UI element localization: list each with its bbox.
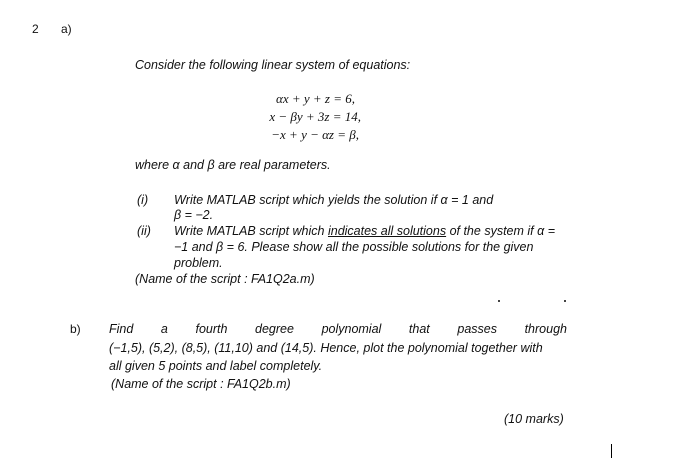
part-b-line3: all given 5 points and label completely. xyxy=(109,359,323,373)
item-ii-underlined: indicates all solutions xyxy=(327,224,447,238)
marks: (10 marks) xyxy=(504,412,564,426)
script-name-b: (Name of the script : FA1Q2b.m) xyxy=(111,377,291,391)
part-a-label: a) xyxy=(61,22,72,36)
equation-3: −x + y − αz = β, xyxy=(271,127,359,142)
part-b-word: degree xyxy=(255,322,294,336)
part-b-line2: (−1,5), (5,2), (8,5), (11,10) and (14,5). Hence, plot the polynomial together with xyxy=(109,341,543,355)
item-ii-line1-pre: Write MATLAB script which xyxy=(174,224,328,238)
item-ii-line1-post: of the system if α = xyxy=(446,224,555,238)
question-number: 2 xyxy=(32,22,39,36)
item-ii-line1 xyxy=(174,224,555,238)
params-note: where α and β are real parameters. xyxy=(135,158,331,172)
equation-1: αx + y + z = 6, xyxy=(276,91,355,106)
stray-dot xyxy=(564,300,566,302)
part-b-word: Find xyxy=(109,322,134,336)
part-b-label: b) xyxy=(70,322,81,336)
item-ii-line3: problem. xyxy=(174,256,223,270)
item-i-line1: Write MATLAB script which yields the solution if α = 1 and xyxy=(174,193,494,207)
part-b-word: through xyxy=(524,322,567,336)
part-b-word: a xyxy=(160,322,168,336)
part-a-intro: Consider the following linear system of equations: xyxy=(135,58,411,72)
text-cursor xyxy=(611,444,612,458)
part-b-word: fourth xyxy=(195,322,228,336)
stray-dot xyxy=(498,300,500,302)
item-i-line2: β = −2. xyxy=(174,208,214,222)
part-b-word: that xyxy=(408,322,430,336)
part-b-word: polynomial xyxy=(321,322,382,336)
equation-2: x − βy + 3z = 14, xyxy=(269,109,361,124)
item-i-label: (i) xyxy=(137,193,149,207)
script-name-a: (Name of the script : FA1Q2a.m) xyxy=(135,272,315,286)
part-b-word: passes xyxy=(457,322,497,336)
item-ii-line2: −1 and β = 6. Please show all the possible solutions for the given xyxy=(174,240,534,254)
item-ii-label: (ii) xyxy=(137,224,151,238)
part-b-line1 xyxy=(109,322,567,336)
